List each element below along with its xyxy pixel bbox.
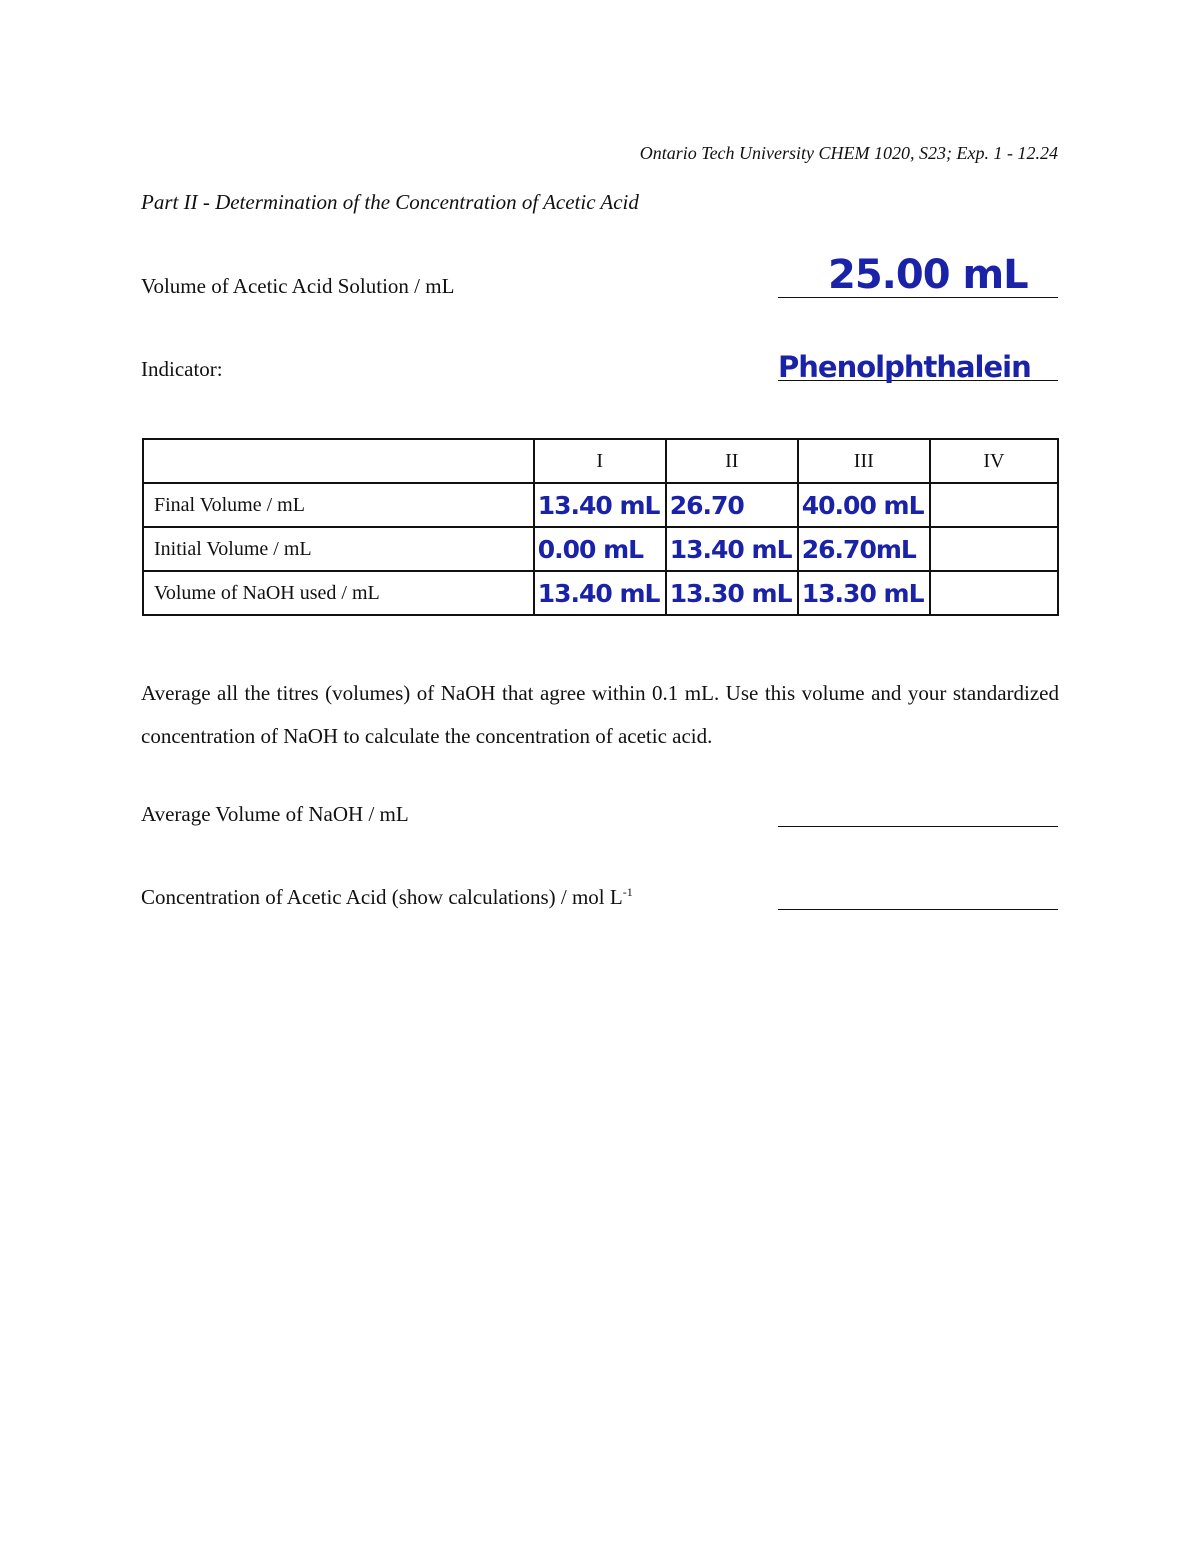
table-header-cell: II xyxy=(666,439,798,483)
row-label: Volume of NaOH used / mL xyxy=(143,571,534,615)
table-cell[interactable] xyxy=(666,571,798,615)
table-cell[interactable] xyxy=(798,483,930,527)
table-cell[interactable] xyxy=(930,527,1058,571)
table-header-cell: III xyxy=(798,439,930,483)
table-cell[interactable] xyxy=(930,571,1058,615)
table-cell[interactable] xyxy=(798,571,930,615)
handwritten-value: 40.00 mL xyxy=(801,490,924,520)
average-volume-blank[interactable] xyxy=(778,826,1058,827)
concentration-blank[interactable] xyxy=(778,909,1058,910)
titration-table xyxy=(142,438,1059,616)
table-header-cell: IV xyxy=(930,439,1058,483)
concentration-label-text: Concentration of Acetic Acid (show calculations) / mol L xyxy=(141,885,623,909)
handwritten-value: 13.30 mL xyxy=(801,578,924,608)
handwritten-value: 26.70 xyxy=(669,490,744,520)
row-label: Final Volume / mL xyxy=(143,483,534,527)
indicator-label: Indicator: xyxy=(141,357,223,381)
table-cell[interactable] xyxy=(534,527,666,571)
row-label: Initial Volume / mL xyxy=(143,527,534,571)
handwritten-value: 13.40 mL xyxy=(537,578,660,608)
instructions-paragraph: Average all the titres (volumes) of NaOH that agree within 0.1 mL. Use this volume and your standardized concentration of NaOH to calculate the concentration of acetic acid. xyxy=(141,681,1059,748)
volume-acetic-value: 25.00 mL xyxy=(828,252,1028,298)
table-cell[interactable] xyxy=(798,527,930,571)
table-header-cell: I xyxy=(534,439,666,483)
table-cell[interactable] xyxy=(666,527,798,571)
handwritten-value: 0.00 mL xyxy=(537,534,644,564)
table-cell[interactable] xyxy=(930,483,1058,527)
handwritten-value: 13.40 mL xyxy=(537,490,660,520)
page-header: Ontario Tech University CHEM 1020, S23; Exp. 1 - 12.24 xyxy=(639,143,1058,163)
part-title: Part II - Determination of the Concentration of Acetic Acid xyxy=(141,190,639,214)
table-row xyxy=(143,527,1058,571)
table-cell[interactable] xyxy=(534,571,666,615)
table-header-row xyxy=(143,439,1058,483)
table-row xyxy=(143,571,1058,615)
indicator-value: Phenolphthalein xyxy=(778,350,1031,384)
table-header-cell xyxy=(143,439,534,483)
handwritten-value: 13.30 mL xyxy=(669,578,792,608)
average-volume-label: Average Volume of NaOH / mL xyxy=(141,802,409,826)
handwritten-value: 13.40 mL xyxy=(669,534,792,564)
table-row xyxy=(143,483,1058,527)
table-cell[interactable] xyxy=(534,483,666,527)
table-cell[interactable] xyxy=(666,483,798,527)
handwritten-value: 26.70mL xyxy=(801,534,916,564)
concentration-unit-superscript: -1 xyxy=(622,885,633,899)
concentration-label xyxy=(141,885,633,910)
volume-acetic-label: Volume of Acetic Acid Solution / mL xyxy=(141,274,455,298)
